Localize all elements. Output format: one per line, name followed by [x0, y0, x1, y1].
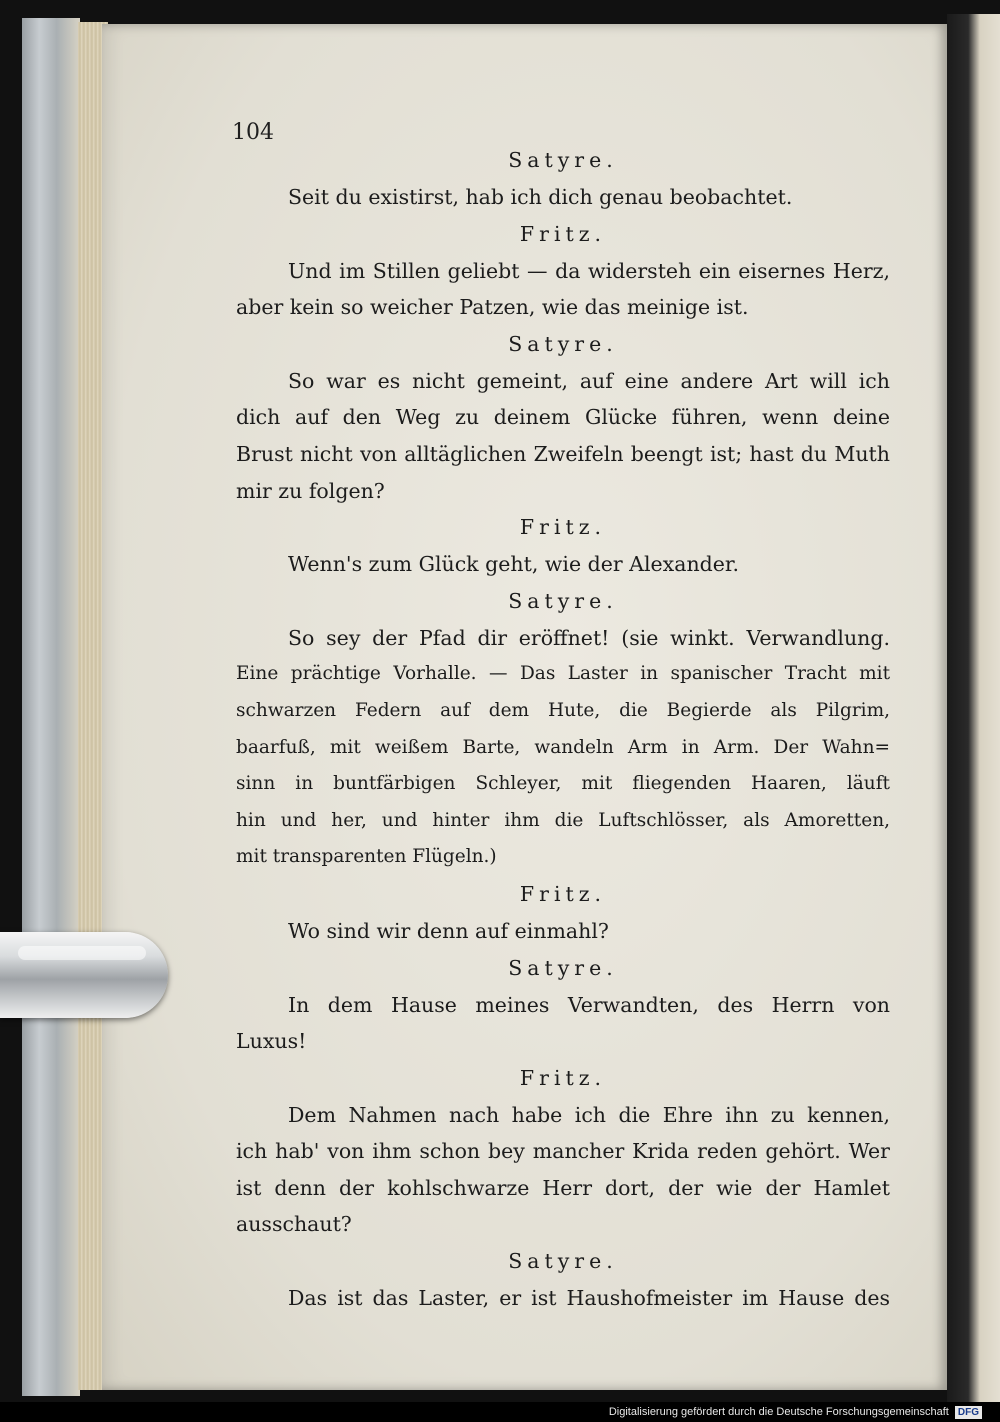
page-holder-clip: [0, 932, 168, 1018]
text-line: ist denn der kohlschwarze Herr dort, der wie der Hamlet: [236, 1175, 890, 1200]
text-line: Eine prächtige Vorhalle. — Das Laster in spanischer Tracht mit: [236, 663, 890, 685]
book-cover-edge: [22, 18, 80, 1396]
text-line: Dem Nahmen nach habe ich die Ehre ihn zu kennen,: [288, 1102, 890, 1127]
text-line: ausschaut?: [236, 1212, 352, 1237]
dfg-logo: DFG: [955, 1406, 982, 1419]
facing-page-edge: [947, 14, 1000, 1404]
text-line: Brust nicht von alltäglichen Zweifeln beengt ist; hast du Muth: [236, 441, 890, 466]
text-line: So sey der Pfad dir eröffnet! (sie winkt. Verwandlung.: [288, 625, 890, 650]
speaker-name: Fritz.: [519, 515, 607, 540]
text-line: Luxus!: [236, 1029, 307, 1054]
text-line: Seit du existirst, hab ich dich genau beobachtet.: [288, 185, 793, 209]
speaker-name: Fritz.: [519, 221, 607, 246]
speaker-name: Satyre.: [508, 331, 618, 356]
text-line: ich hab' von ihm schon bey mancher Krida reden gehört. Wer: [236, 1139, 890, 1164]
text-line: Wo sind wir denn auf einmahl?: [288, 918, 609, 943]
text-line: baarfuß, mit weißem Barte, wandeln Arm in Arm. Der Wahn=: [236, 736, 890, 758]
page-number: 104: [232, 120, 274, 145]
speaker-name: Satyre.: [508, 148, 618, 172]
text-line: mit transparenten Flügeln.): [236, 846, 497, 868]
speaker-name: Fritz.: [519, 1065, 607, 1090]
text-line: hin und her, und hinter ihm die Luftschlösser, als Amoretten,: [236, 809, 890, 831]
speaker-name: Fritz.: [519, 881, 607, 906]
speaker-name: Satyre.: [508, 1249, 618, 1274]
text-line: So war es nicht gemeint, auf eine andere Art will ich: [288, 368, 890, 393]
text-line: In dem Hause meines Verwandten, des Herrn von: [288, 992, 890, 1017]
speaker-name: Satyre.: [508, 955, 618, 980]
text-line: mir zu folgen?: [236, 478, 385, 503]
speaker-name: Satyre.: [508, 588, 618, 613]
text-line: aber kein so weicher Patzen, wie das meinige ist.: [236, 295, 749, 320]
text-line: Das ist das Laster, er ist Haushofmeister im Hause des: [288, 1286, 890, 1311]
text-line: schwarzen Federn auf dem Hute, die Begierde als Pilgrim,: [236, 699, 890, 721]
credit-text: Digitalisierung gefördert durch die Deutsche Forschungsgemeinschaft: [608, 1406, 949, 1418]
text-block: [236, 142, 890, 1317]
text-line: Wenn's zum Glück geht, wie der Alexander.: [288, 552, 739, 577]
text-line: Und im Stillen geliebt — da widersteh ein eisernes Herz,: [288, 258, 890, 283]
text-line: sinn in buntfärbigen Schleyer, mit fliegenden Haaren, läuft: [236, 773, 890, 795]
text-line: dich auf den Weg zu deinem Glücke führen, wenn deine: [236, 405, 890, 430]
footer-credit: [609, 1404, 982, 1420]
